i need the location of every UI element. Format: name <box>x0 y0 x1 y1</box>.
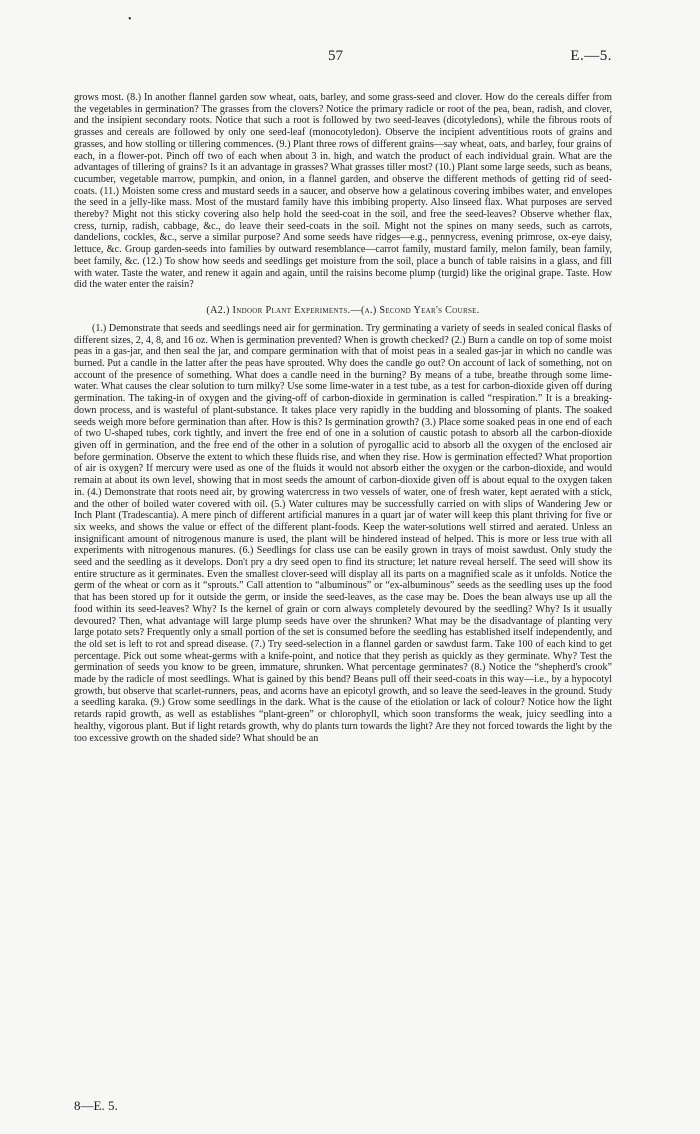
paragraph-indoor-experiments: (1.) Demonstrate that seeds and seedlings need air for germination. Try germinating a variety of seeds in sealed conical flasks of different sizes, 2, 4, 8, and 16 oz. When is germination prevented? When is growth checked? (2.) Burn a candle on top of some moist peas in a gas-jar, and then seal the jar, and compare germination with that of moist peas in a sealed gas-jar in which no candle was burned. Put a candle in the latter after the peas have sprouted. Why does the candle go out? On account of lack of something, not on account of the presence of something. What does a candle need in the burning? By means of a tube, breathe through some lime-water. What causes the clear solution to turn milky? Use some lime-water in a test tube, as a test for carbon-dioxide given off during germination. The taking-in of oxygen and the giving-off of carbon-dioxide in germination is called “respiration.” It is a breaking-down process, and is wasteful of plant-substance. It takes place very rapidly in the budding and blossoming of plants. The soaked seeds weigh more before germination than after. How is this? Is germination growth? (3.) Place some soaked peas in one end of each of two U-shaped tubes, cork tightly, and invert the free end of one in a solution of caustic potash to absorb all the carbon-dioxide given off in germination, and the free end of the other in a solution of pyrogallic acid to absorb all the oxygen of the enclosed air before germination. Observe the extent to which these fluids rise, and when they rise. How is germination effected? What proportion of air is oxygen? If mercury were used as one of the fluids it would not absorb either the oxygen or the carbon-dioxide, and would remain at about its own level, showing that in most seeds the amount of carbon-dioxide given off is about equal to the oxygen taken in. (4.) Demonstrate that roots need air, by growing watercress in two vessels of water, one of fresh water, kept aerated with a stick, and the other of boiled water covered with oil. (5.) Water cultures may be successfully carried on with slips of Wandering Jew or Inch Plant (Tradescantia). A mere pinch of different artificial manures in a quart jar of water will keep this plant thriving for five or six weeks, and shows the value or effect of the different plant-foods. Keep the water-solutions well stirred and aerated. Unless an insignificant amount of nitrogenous manure is used, the plant will be hindered instead of helped. This is more or less true with all experiments with nitrogenous manures. (6.) Seedlings for class use can be easily grown in trays of moist sawdust. Only study the seed and the seedling as it develops. Don't pry a dry seed open to find its structure; let nature reveal herself. The seed will show its entire structure as it germinates. Even the smallest clover-seed will display all its parts on a magnified scale as it unfolds. Notice the germ of the wheat or corn as it “sprouts.” Call attention to “albuminous” or “ex-albuminous” seeds as the seedling uses up the food that has been stored up for it outside the germ, or inside the seed-leaves, as the case may be. Does the bean always use up all the food within its seed-leaves? Why? Is the kernel of grain or corn always completely devoured by the seedling? Why? Is it usually devoured? Then, what advantage will large plump seeds have over the shrunken? What may be the disadvantage of planting very large potato sets? Frequently only a small portion of the set is consumed before the seedling has established itself independently, and the old set is left to rot and spread disease. (7.) Try seed-selection in a flannel garden or sawdust farm. Take 100 of each kind to get percentage. Pick out some wheat-germs with a knife-point, and notice that they perish as quickly as they germinate. Why? Test the germination of seeds you know to be green, immature, shrunken. What percentage germinates? (8.) Notice the “shepherd's crook” made by the radicle of most seedlings. What is gained by this bend? Beans pull off their seed-coats in this way—i.e., by a hypocotyl growth, but observe that scarlet-runners, peas, and acorns have an epicotyl growth, and so leave the seed-leaves in the ground. Study a seedling karaka. (9.) Grow some seedlings in the dark. What is the cause of the etiolation or lack of colour? Notice how the light retards rapid growth, as well as establishes “plant-green” or chlorophyll, which soon transforms the weak, juicy seedling into a healthy, vigorous plant. But if light retards growth, why do plants turn towards the light? Are they not forced towards the light by the too excessive growth on the shaded side? What should be an <box>74 322 612 744</box>
body-text <box>74 92 612 744</box>
page-mark: • <box>128 14 132 25</box>
document-reference: E.—5. <box>570 48 612 64</box>
page-header <box>74 48 612 72</box>
footer-reference: 8—E. 5. <box>74 1098 118 1113</box>
section-heading: (A2.) Indoor Plant Experiments.—(a.) Second Year's Course. <box>206 304 480 316</box>
paragraph-continuation: grows most. (8.) In another flannel garden sow wheat, oats, barley, and some grass-seed and clover. How do the cereals differ from the vegetables in germination? The grasses from the clovers? Notice the primary radicle or root of the pea, bean, radish, and clover, and the insipient secondary roots. Notice that such a root is followed by two seed-leaves (dicotyledons), while the fibrous roots of grasses and cereals are followed by only one seed-leaf (monocotyledon). Observe the incipient adventitious roots of grains and grasses, and how stolling or tillering commences. (9.) Plant three rows of different grains—say wheat, oats, and barley, four grains of each, in a flower-pot. Pinch off two of each when about 3 in. high, and watch the product of each individual grain. What are the advantages of tillering of grains? Is it an advantage in grasses? What grasses tiller most? (10.) Plant some large seeds, such as beans, cucumber, vegetable marrow, pumpkin, and onion, in a flannel garden, and observe the different methods of getting rid of seed-coats. (11.) Moisten some cress and mustard seeds in a saucer, and observe how a gelatinous covering imbibes water, and envelopes the seed in a jelly-like mass. Most of the mustard family have this imbibing property. Also linseed flax. What purposes are served thereby? Might not this sticky covering also help hold the seed-coat in the soil, and free the seed-leaves? Observe whether flax, cress, turnip, radish, cabbage, &c., do leave their seed-coats in the soil. Might not the spines on many seeds, such as carrots, dandelions, cockles, &c., serve a similar purpose? And some seeds have ridges—e.g., pennycress, evening primrose, ox-eye daisy, lettuce, &c. Group garden-seeds into families by outward resemblance—carrot family, mustard family, melon family, bean family, beet family, &c. (12.) To show how seeds and seedlings get moisture from the soil, place a bunch of table raisins in a glass, and fill with water. Taste the water, and renew it again and again, until the raisins become plump (turgid) like the original grape. Taste. How did the water enter the raisin? <box>74 92 612 291</box>
page-number: 57 <box>328 48 343 64</box>
